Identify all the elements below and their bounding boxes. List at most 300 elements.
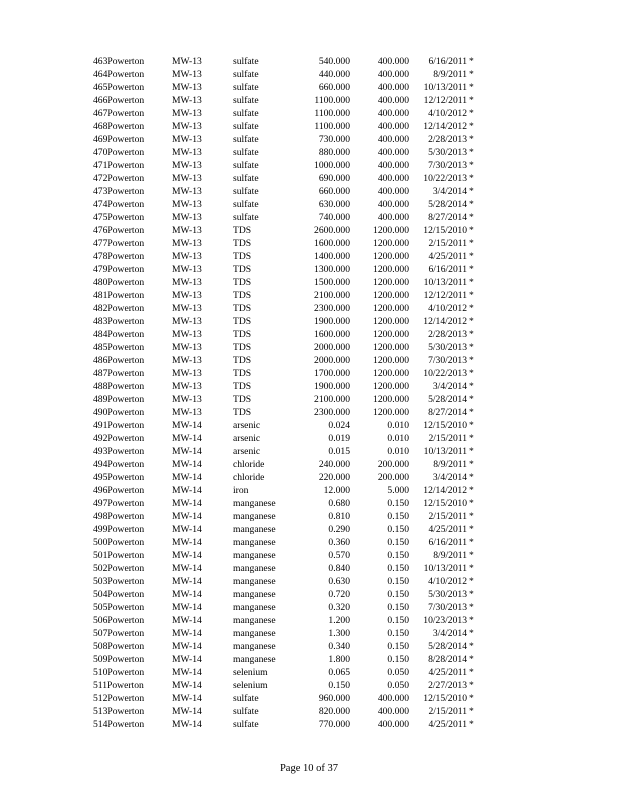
- sample-date: 6/16/2011: [428, 264, 467, 275]
- well-id: MW-13: [172, 394, 202, 405]
- parameter: chloride: [233, 459, 265, 470]
- standard-value: 1200.000: [373, 381, 409, 392]
- well-id: MW-13: [172, 407, 202, 418]
- exceedance-flag: *: [469, 251, 474, 262]
- parameter: selenium: [233, 667, 268, 678]
- parameter: TDS: [233, 316, 252, 327]
- table-row: [0, 445, 618, 458]
- exceedance-flag: *: [469, 576, 474, 587]
- table-row: [0, 146, 618, 159]
- sample-date: 7/30/2013: [428, 160, 467, 171]
- row-id: 489Powerton: [93, 394, 145, 405]
- parameter: TDS: [233, 355, 252, 366]
- exceedance-flag: *: [469, 511, 474, 522]
- result-value: 0.019: [328, 433, 350, 444]
- parameter: manganese: [233, 654, 276, 665]
- result-value: 1900.000: [314, 381, 350, 392]
- standard-value: 200.000: [377, 459, 409, 470]
- well-id: MW-13: [172, 173, 202, 184]
- result-value: 2000.000: [314, 342, 350, 353]
- standard-value: 400.000: [377, 693, 409, 704]
- well-id: MW-14: [172, 433, 202, 444]
- row-id: 472Powerton: [93, 173, 145, 184]
- row-id: 491Powerton: [93, 420, 145, 431]
- parameter: TDS: [233, 225, 252, 236]
- row-id: 467Powerton: [93, 108, 145, 119]
- sample-date: 2/15/2011: [428, 511, 467, 522]
- table-row: [0, 614, 618, 627]
- row-id: 514Powerton: [93, 719, 145, 730]
- well-id: MW-14: [172, 446, 202, 457]
- row-id: 465Powerton: [93, 82, 145, 93]
- result-value: 2100.000: [314, 290, 350, 301]
- well-id: MW-13: [172, 225, 202, 236]
- well-id: MW-13: [172, 355, 202, 366]
- parameter: TDS: [233, 342, 252, 353]
- table-row: [0, 315, 618, 328]
- result-value: 1100.000: [314, 108, 350, 119]
- result-value: 2300.000: [314, 303, 350, 314]
- row-id: 501Powerton: [93, 550, 145, 561]
- well-id: MW-13: [172, 342, 202, 353]
- sample-date: 12/12/2011: [423, 95, 467, 106]
- table-row: [0, 640, 618, 653]
- sample-date: 5/28/2014: [428, 394, 467, 405]
- well-id: MW-14: [172, 576, 202, 587]
- row-id: 502Powerton: [93, 563, 145, 574]
- sample-date: 12/14/2012: [423, 485, 467, 496]
- sample-date: 4/10/2012: [428, 303, 467, 314]
- well-id: MW-13: [172, 95, 202, 106]
- row-id: 486Powerton: [93, 355, 145, 366]
- well-id: MW-14: [172, 680, 202, 691]
- sample-date: 8/28/2014: [428, 654, 467, 665]
- exceedance-flag: *: [469, 238, 474, 249]
- result-value: 1900.000: [314, 316, 350, 327]
- exceedance-flag: *: [469, 108, 474, 119]
- exceedance-flag: *: [469, 225, 474, 236]
- exceedance-flag: *: [469, 342, 474, 353]
- table-row: [0, 718, 618, 731]
- parameter: TDS: [233, 407, 252, 418]
- parameter: sulfate: [233, 82, 259, 93]
- standard-value: 1200.000: [373, 251, 409, 262]
- result-value: 770.000: [318, 719, 350, 730]
- table-row: [0, 185, 618, 198]
- parameter: manganese: [233, 641, 276, 652]
- sample-date: 6/16/2011: [428, 537, 467, 548]
- parameter: manganese: [233, 511, 276, 522]
- well-id: MW-14: [172, 524, 202, 535]
- sample-date: 2/15/2011: [428, 706, 467, 717]
- parameter: TDS: [233, 238, 252, 249]
- parameter: sulfate: [233, 212, 259, 223]
- table-row: [0, 302, 618, 315]
- parameter: TDS: [233, 303, 252, 314]
- well-id: MW-14: [172, 706, 202, 717]
- exceedance-flag: *: [469, 316, 474, 327]
- standard-value: 0.150: [387, 550, 409, 561]
- table-row: [0, 250, 618, 263]
- standard-value: 0.050: [387, 680, 409, 691]
- standard-value: 0.010: [387, 446, 409, 457]
- exceedance-flag: *: [469, 329, 474, 340]
- result-value: 1300.000: [314, 264, 350, 275]
- well-id: MW-14: [172, 589, 202, 600]
- table-row: [0, 575, 618, 588]
- row-id: 505Powerton: [93, 602, 145, 613]
- exceedance-flag: *: [469, 693, 474, 704]
- row-id: 488Powerton: [93, 381, 145, 392]
- result-value: 0.570: [328, 550, 350, 561]
- well-id: MW-14: [172, 641, 202, 652]
- table-row: [0, 510, 618, 523]
- parameter: sulfate: [233, 693, 259, 704]
- parameter: manganese: [233, 498, 276, 509]
- result-value: 1700.000: [314, 368, 350, 379]
- row-id: 497Powerton: [93, 498, 145, 509]
- parameter: sulfate: [233, 95, 259, 106]
- exceedance-flag: *: [469, 628, 474, 639]
- parameter: sulfate: [233, 69, 259, 80]
- row-id: 466Powerton: [93, 95, 145, 106]
- result-value: 0.630: [328, 576, 350, 587]
- table-row: [0, 211, 618, 224]
- parameter: sulfate: [233, 108, 259, 119]
- sample-date: 4/25/2011: [428, 719, 467, 730]
- well-id: MW-13: [172, 251, 202, 262]
- parameter: TDS: [233, 368, 252, 379]
- exceedance-flag: *: [469, 303, 474, 314]
- table-row: [0, 393, 618, 406]
- exceedance-flag: *: [469, 355, 474, 366]
- well-id: MW-13: [172, 303, 202, 314]
- row-id: 468Powerton: [93, 121, 145, 132]
- row-id: 471Powerton: [93, 160, 145, 171]
- result-value: 2600.000: [314, 225, 350, 236]
- parameter: manganese: [233, 550, 276, 561]
- standard-value: 0.150: [387, 537, 409, 548]
- row-id: 476Powerton: [93, 225, 145, 236]
- sample-date: 3/4/2014: [432, 381, 467, 392]
- result-value: 2000.000: [314, 355, 350, 366]
- sample-date: 4/25/2011: [428, 251, 467, 262]
- table-row: [0, 172, 618, 185]
- row-id: 473Powerton: [93, 186, 145, 197]
- result-value: 0.810: [328, 511, 350, 522]
- exceedance-flag: *: [469, 615, 474, 626]
- row-id: 494Powerton: [93, 459, 145, 470]
- result-value: 0.024: [328, 420, 350, 431]
- sample-date: 8/9/2011: [433, 459, 467, 470]
- parameter: TDS: [233, 329, 252, 340]
- sample-date: 10/13/2011: [423, 563, 467, 574]
- sample-date: 4/10/2012: [428, 576, 467, 587]
- well-id: MW-14: [172, 550, 202, 561]
- row-id: 506Powerton: [93, 615, 145, 626]
- parameter: arsenic: [233, 446, 261, 457]
- row-id: 463Powerton: [93, 56, 145, 67]
- table-row: [0, 601, 618, 614]
- exceedance-flag: *: [469, 95, 474, 106]
- well-id: MW-14: [172, 654, 202, 665]
- well-id: MW-13: [172, 186, 202, 197]
- well-id: MW-14: [172, 498, 202, 509]
- table-row: [0, 94, 618, 107]
- row-id: 483Powerton: [93, 316, 145, 327]
- sample-date: 8/9/2011: [433, 550, 467, 561]
- row-id: 478Powerton: [93, 251, 145, 262]
- well-id: MW-14: [172, 537, 202, 548]
- exceedance-flag: *: [469, 121, 474, 132]
- parameter: TDS: [233, 277, 252, 288]
- sample-date: 5/30/2013: [428, 147, 467, 158]
- well-id: MW-13: [172, 329, 202, 340]
- parameter: manganese: [233, 628, 276, 639]
- exceedance-flag: *: [469, 199, 474, 210]
- standard-value: 1200.000: [373, 394, 409, 405]
- exceedance-flag: *: [469, 160, 474, 171]
- table-row: [0, 81, 618, 94]
- table-row: [0, 536, 618, 549]
- table-row: [0, 380, 618, 393]
- well-id: MW-14: [172, 667, 202, 678]
- well-id: MW-13: [172, 264, 202, 275]
- parameter: TDS: [233, 290, 252, 301]
- standard-value: 1200.000: [373, 368, 409, 379]
- sample-date: 2/15/2011: [428, 433, 467, 444]
- standard-value: 0.150: [387, 576, 409, 587]
- table-row: [0, 198, 618, 211]
- standard-value: 400.000: [377, 121, 409, 132]
- well-id: MW-14: [172, 472, 202, 483]
- parameter: sulfate: [233, 199, 259, 210]
- standard-value: 400.000: [377, 199, 409, 210]
- result-value: 880.000: [318, 147, 350, 158]
- result-value: 220.000: [318, 472, 350, 483]
- standard-value: 400.000: [377, 108, 409, 119]
- standard-value: 400.000: [377, 69, 409, 80]
- standard-value: 400.000: [377, 134, 409, 145]
- parameter: TDS: [233, 381, 252, 392]
- table-row: [0, 224, 618, 237]
- parameter: sulfate: [233, 173, 259, 184]
- row-id: 477Powerton: [93, 238, 145, 249]
- parameter: manganese: [233, 602, 276, 613]
- sample-date: 2/28/2013: [428, 134, 467, 145]
- exceedance-flag: *: [469, 420, 474, 431]
- exceedance-flag: *: [469, 381, 474, 392]
- result-value: 0.840: [328, 563, 350, 574]
- sample-date: 3/4/2014: [432, 628, 467, 639]
- result-value: 2100.000: [314, 394, 350, 405]
- exceedance-flag: *: [469, 173, 474, 184]
- well-id: MW-13: [172, 147, 202, 158]
- row-id: 469Powerton: [93, 134, 145, 145]
- parameter: sulfate: [233, 56, 259, 67]
- sample-date: 10/22/2013: [423, 173, 467, 184]
- result-value: 660.000: [318, 186, 350, 197]
- sample-date: 10/23/2013: [423, 615, 467, 626]
- table-row: [0, 120, 618, 133]
- exceedance-flag: *: [469, 485, 474, 496]
- exceedance-flag: *: [469, 602, 474, 613]
- exceedance-flag: *: [469, 459, 474, 470]
- exceedance-flag: *: [469, 667, 474, 678]
- result-value: 0.340: [328, 641, 350, 652]
- sample-date: 8/27/2014: [428, 212, 467, 223]
- standard-value: 1200.000: [373, 277, 409, 288]
- result-value: 1600.000: [314, 329, 350, 340]
- standard-value: 1200.000: [373, 342, 409, 353]
- sample-date: 12/15/2010: [423, 225, 467, 236]
- exceedance-flag: *: [469, 407, 474, 418]
- table-row: [0, 354, 618, 367]
- row-id: 485Powerton: [93, 342, 145, 353]
- well-id: MW-13: [172, 134, 202, 145]
- sample-date: 10/13/2011: [423, 82, 467, 93]
- well-id: MW-13: [172, 368, 202, 379]
- result-value: 660.000: [318, 82, 350, 93]
- row-id: 508Powerton: [93, 641, 145, 652]
- standard-value: 1200.000: [373, 290, 409, 301]
- parameter: arsenic: [233, 420, 261, 431]
- sample-date: 12/15/2010: [423, 498, 467, 509]
- table-row: [0, 263, 618, 276]
- standard-value: 400.000: [377, 212, 409, 223]
- standard-value: 400.000: [377, 706, 409, 717]
- well-id: MW-14: [172, 693, 202, 704]
- table-row: [0, 237, 618, 250]
- standard-value: 5.000: [387, 485, 409, 496]
- sample-date: 5/28/2014: [428, 199, 467, 210]
- standard-value: 1200.000: [373, 355, 409, 366]
- table-row: [0, 107, 618, 120]
- well-id: MW-13: [172, 316, 202, 327]
- well-id: MW-14: [172, 615, 202, 626]
- standard-value: 0.150: [387, 524, 409, 535]
- parameter: manganese: [233, 524, 276, 535]
- exceedance-flag: *: [469, 498, 474, 509]
- row-id: 503Powerton: [93, 576, 145, 587]
- standard-value: 0.010: [387, 420, 409, 431]
- result-value: 1500.000: [314, 277, 350, 288]
- sample-date: 5/30/2013: [428, 342, 467, 353]
- row-id: 496Powerton: [93, 485, 145, 496]
- well-id: MW-13: [172, 82, 202, 93]
- table-row: [0, 666, 618, 679]
- parameter: chloride: [233, 472, 265, 483]
- exceedance-flag: *: [469, 472, 474, 483]
- row-id: 481Powerton: [93, 290, 145, 301]
- parameter: sulfate: [233, 719, 259, 730]
- row-id: 509Powerton: [93, 654, 145, 665]
- exceedance-flag: *: [469, 433, 474, 444]
- standard-value: 1200.000: [373, 407, 409, 418]
- standard-value: 0.150: [387, 563, 409, 574]
- row-id: 504Powerton: [93, 589, 145, 600]
- result-value: 630.000: [318, 199, 350, 210]
- sample-date: 10/13/2011: [423, 277, 467, 288]
- exceedance-flag: *: [469, 550, 474, 561]
- result-value: 690.000: [318, 173, 350, 184]
- sample-date: 12/15/2010: [423, 693, 467, 704]
- row-id: 513Powerton: [93, 706, 145, 717]
- result-value: 0.150: [328, 680, 350, 691]
- exceedance-flag: *: [469, 394, 474, 405]
- standard-value: 0.050: [387, 667, 409, 678]
- row-id: 464Powerton: [93, 69, 145, 80]
- standard-value: 400.000: [377, 719, 409, 730]
- table-row: [0, 653, 618, 666]
- well-id: MW-13: [172, 160, 202, 171]
- table-row: [0, 588, 618, 601]
- standard-value: 0.150: [387, 589, 409, 600]
- result-value: 1.200: [328, 615, 350, 626]
- sample-date: 7/30/2013: [428, 602, 467, 613]
- sample-date: 2/28/2013: [428, 329, 467, 340]
- result-value: 1100.000: [314, 121, 350, 132]
- standard-value: 1200.000: [373, 238, 409, 249]
- result-value: 1.800: [328, 654, 350, 665]
- parameter: manganese: [233, 563, 276, 574]
- row-id: 495Powerton: [93, 472, 145, 483]
- table-row: [0, 497, 618, 510]
- result-value: 1100.000: [314, 95, 350, 106]
- exceedance-flag: *: [469, 147, 474, 158]
- standard-value: 0.010: [387, 433, 409, 444]
- result-value: 12.000: [323, 485, 350, 496]
- result-value: 540.000: [318, 56, 350, 67]
- sample-date: 3/4/2014: [432, 186, 467, 197]
- result-value: 0.290: [328, 524, 350, 535]
- standard-value: 400.000: [377, 82, 409, 93]
- parameter: sulfate: [233, 121, 259, 132]
- exceedance-flag: *: [469, 563, 474, 574]
- well-id: MW-14: [172, 485, 202, 496]
- sample-date: 12/14/2012: [423, 316, 467, 327]
- exceedance-flag: *: [469, 706, 474, 717]
- table-row: [0, 692, 618, 705]
- well-id: MW-13: [172, 290, 202, 301]
- row-id: 470Powerton: [93, 147, 145, 158]
- sample-date: 5/30/2013: [428, 589, 467, 600]
- parameter: manganese: [233, 576, 276, 587]
- row-id: 482Powerton: [93, 303, 145, 314]
- table-row: [0, 523, 618, 536]
- result-value: 820.000: [318, 706, 350, 717]
- exceedance-flag: *: [469, 56, 474, 67]
- row-id: 500Powerton: [93, 537, 145, 548]
- standard-value: 0.150: [387, 498, 409, 509]
- table-row: [0, 432, 618, 445]
- table-row: [0, 341, 618, 354]
- result-value: 1.300: [328, 628, 350, 639]
- data-table: [0, 55, 618, 731]
- parameter: sulfate: [233, 706, 259, 717]
- well-id: MW-13: [172, 199, 202, 210]
- exceedance-flag: *: [469, 186, 474, 197]
- parameter: TDS: [233, 394, 252, 405]
- result-value: 0.320: [328, 602, 350, 613]
- well-id: MW-14: [172, 719, 202, 730]
- table-row: [0, 549, 618, 562]
- row-id: 487Powerton: [93, 368, 145, 379]
- sample-date: 7/30/2013: [428, 355, 467, 366]
- exceedance-flag: *: [469, 654, 474, 665]
- parameter: manganese: [233, 615, 276, 626]
- well-id: MW-13: [172, 108, 202, 119]
